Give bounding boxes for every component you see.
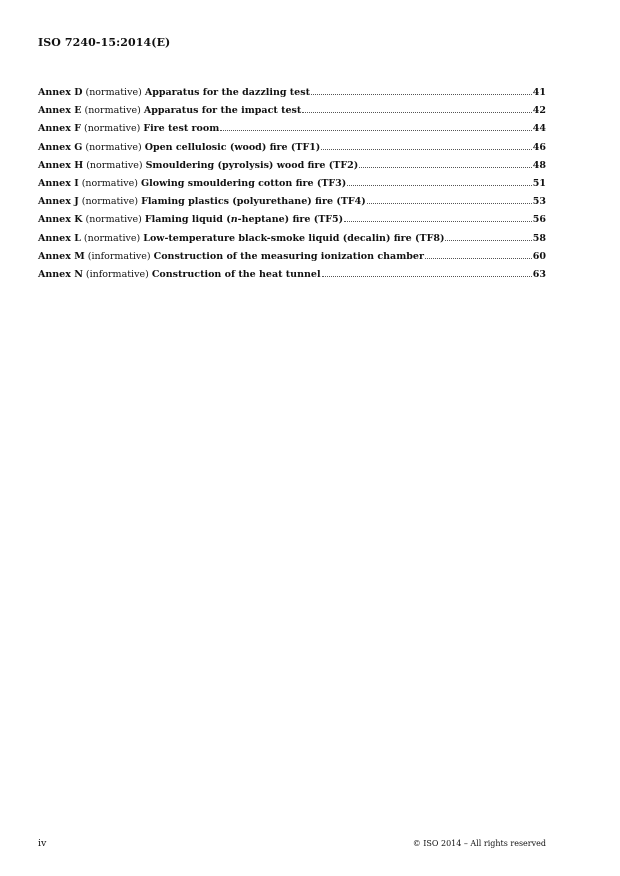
toc-annex-label: Annex H	[38, 159, 84, 171]
toc-page-number: 60	[532, 250, 546, 262]
toc-annex-title-part: Flaming liquid (	[144, 214, 231, 226]
toc-leader-dots	[359, 167, 532, 168]
toc-entry-annex-l[interactable]	[38, 232, 546, 250]
toc-leader-dots	[367, 203, 532, 204]
toc-annex-label: Annex M	[38, 250, 85, 262]
footer-copyright: © ISO 2014 – All rights reserved	[412, 839, 546, 848]
toc-page-number: 44	[532, 123, 546, 135]
toc-annex-title: Open cellulosic (wood) fire (TF1)	[144, 141, 321, 153]
toc-page-number: 51	[532, 177, 546, 189]
toc-annex-type: (normative)	[83, 232, 141, 244]
toc-page-number: 63	[532, 268, 546, 280]
toc-annex-type: (normative)	[85, 141, 142, 153]
toc-annex-type: (normative)	[84, 105, 141, 117]
toc-leader-dots	[220, 130, 532, 131]
toc-entry-annex-g[interactable]	[38, 141, 546, 159]
toc-annex-label: Annex E	[38, 105, 82, 117]
toc-annex-title: Apparatus for the impact test	[143, 105, 302, 117]
toc-annex-title: Fire test room	[143, 123, 220, 135]
toc-leader-dots	[321, 149, 531, 150]
toc-page-number: 58	[532, 232, 546, 244]
toc-page-number: 56	[532, 214, 546, 226]
document-header: ISO 7240-15:2014(E)	[38, 36, 171, 49]
toc-annex-label: Annex I	[38, 177, 79, 189]
toc-entry-annex-f[interactable]	[38, 122, 546, 140]
footer-page-number: iv	[38, 838, 47, 849]
toc-annex-title: Smouldering (pyrolysis) wood fire (TF2)	[145, 159, 359, 171]
toc-annex-label: Annex L	[38, 232, 81, 244]
toc-annex-title-italic: n	[230, 214, 238, 226]
toc-annex-type: (normative)	[81, 196, 139, 208]
toc-entry-annex-m[interactable]	[38, 250, 546, 268]
toc-entry-annex-h[interactable]	[38, 159, 546, 177]
toc-leader-dots	[311, 94, 532, 95]
toc-annex-label: Annex G	[38, 141, 83, 153]
toc-leader-dots	[445, 240, 531, 241]
toc-annex-type: (informative)	[87, 250, 151, 262]
toc-annex-title: Construction of the measuring ionization chamber	[153, 250, 424, 262]
toc-annex-type: (normative)	[86, 159, 143, 171]
toc-entry-annex-k[interactable]	[38, 213, 546, 231]
toc-entry-annex-i[interactable]	[38, 177, 546, 195]
toc-annex-label: Annex F	[38, 123, 81, 135]
toc-annex-type: (normative)	[85, 214, 142, 226]
toc-entry-annex-e[interactable]	[38, 104, 546, 122]
toc-annex-type: (normative)	[85, 87, 142, 98]
toc-page-number: 53	[532, 196, 546, 208]
toc-page-number: 42	[532, 105, 546, 117]
toc-entry-annex-n[interactable]	[38, 268, 546, 286]
toc-page-number: 48	[532, 159, 546, 171]
toc-leader-dots	[302, 112, 532, 113]
toc-leader-dots	[347, 185, 531, 186]
toc-annex-title	[145, 213, 343, 227]
toc-entry-annex-d[interactable]	[38, 86, 546, 104]
toc-annex-title: Construction of the heat tunnel	[151, 268, 321, 280]
toc-annex-label: Annex D	[38, 87, 83, 98]
toc-leader-dots	[344, 221, 532, 222]
toc-annex-type: (normative)	[83, 123, 141, 135]
toc-annex-label: Annex K	[38, 214, 83, 226]
toc-annex-title: Glowing smouldering cotton fire (TF3)	[141, 177, 347, 189]
table-of-contents	[38, 86, 546, 286]
toc-annex-title: Low-temperature black-smoke liquid (decalin) fire (TF8)	[143, 232, 445, 244]
toc-page-number: 41	[532, 87, 546, 98]
toc-leader-dots	[322, 276, 532, 277]
toc-annex-label: Annex J	[38, 196, 79, 208]
toc-leader-dots	[425, 258, 532, 259]
toc-annex-title-part: -heptane) fire (TF5)	[237, 214, 344, 226]
toc-annex-title: Flaming plastics (polyurethane) fire (TF4)	[141, 196, 366, 208]
toc-annex-type: (informative)	[85, 268, 149, 280]
toc-annex-type: (normative)	[81, 177, 138, 189]
toc-entry-annex-j[interactable]	[38, 195, 546, 213]
toc-annex-title: Apparatus for the dazzling test	[144, 87, 310, 98]
toc-page-number: 46	[532, 141, 546, 153]
toc-annex-label: Annex N	[38, 268, 83, 280]
